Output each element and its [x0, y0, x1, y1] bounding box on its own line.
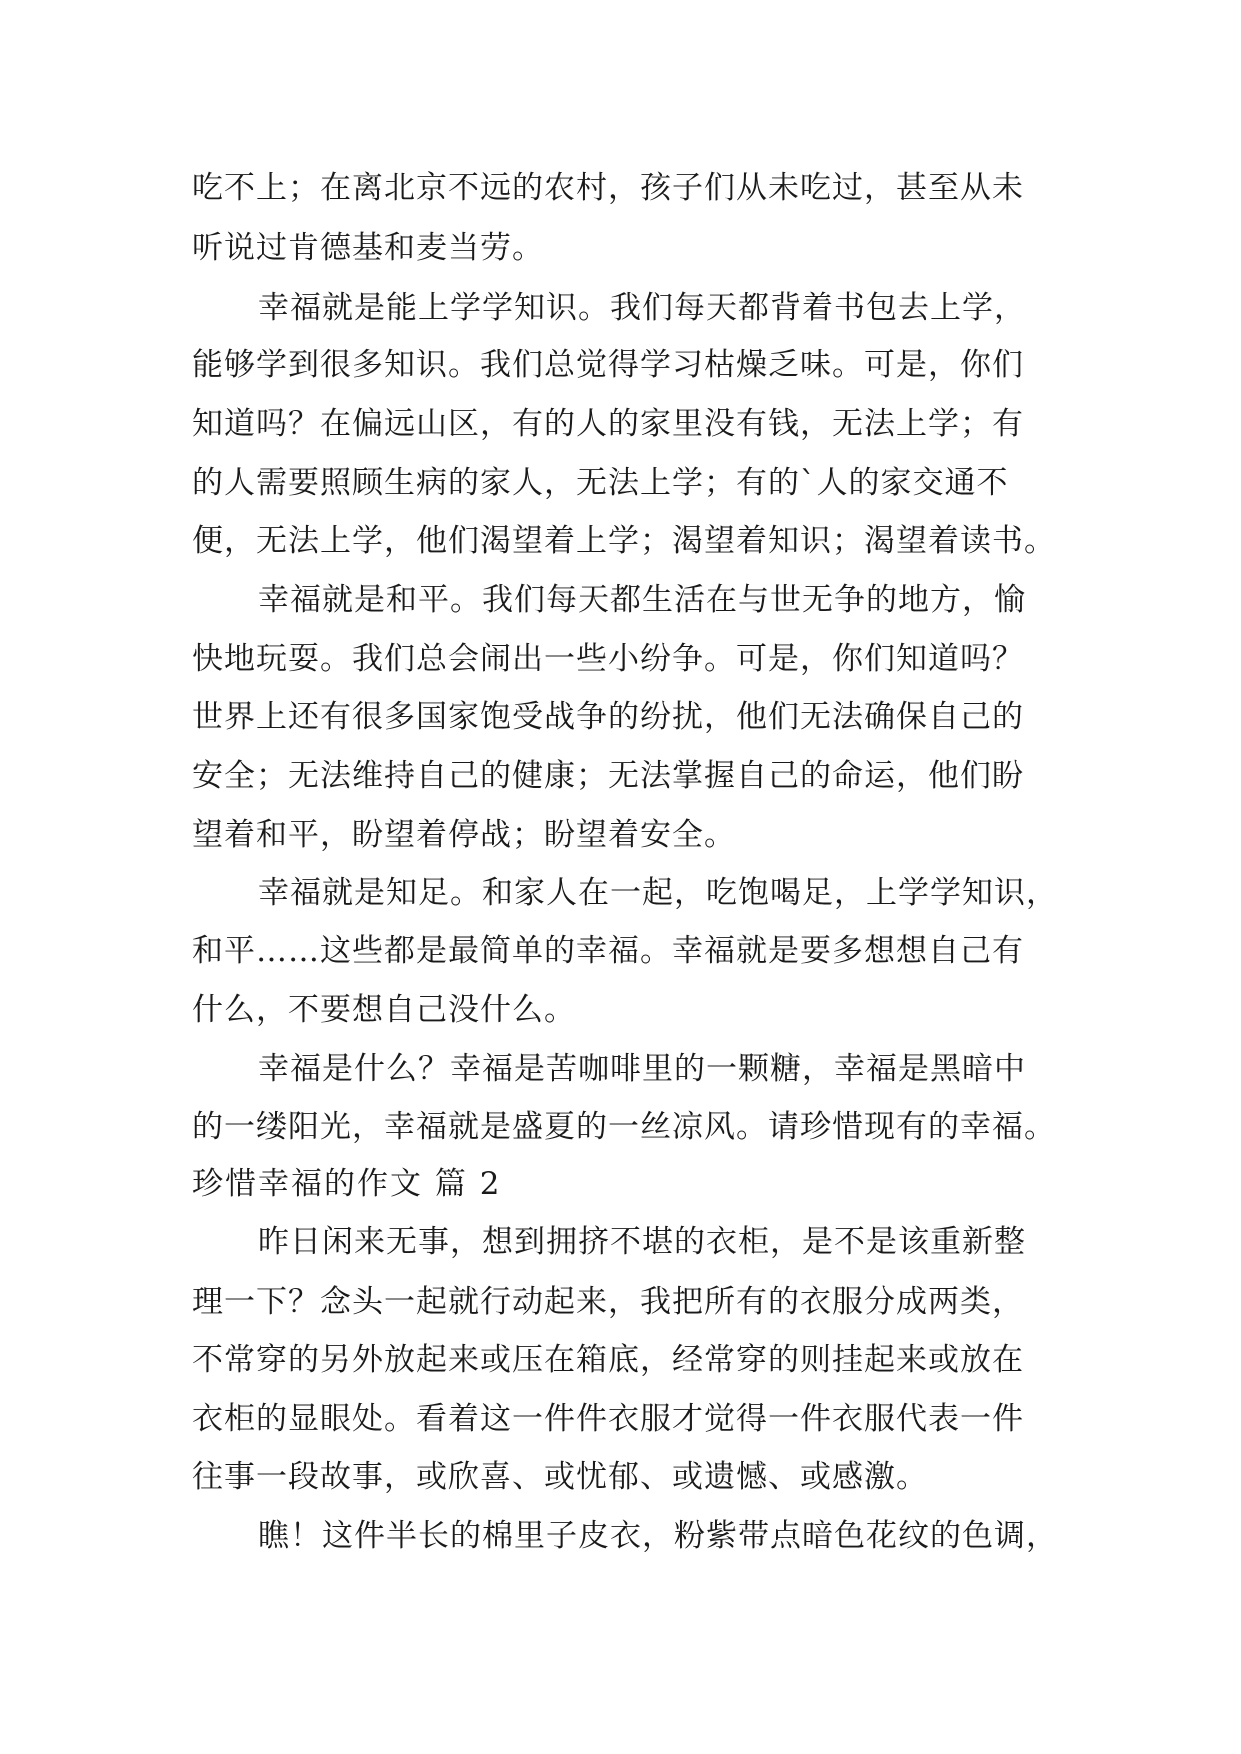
text-line: 世界上还有很多国家饱受战争的纷扰，他们无法确保自己的	[192, 699, 1024, 735]
text-line: 吃不上；在离北京不远的农村，孩子们从未吃过，甚至从未	[192, 170, 1024, 206]
text-line: 理一下？念头一起就行动起来，我把所有的衣服分成两类，	[192, 1284, 1024, 1320]
paragraph-first-line: 幸福就是和平。我们每天都生活在与世无争的地方，愉	[258, 582, 1026, 618]
paragraph-first-line: 幸福就是能上学学知识。我们每天都背着书包去上学，	[258, 290, 1026, 326]
text-line: 能够学到很多知识。我们总觉得学习枯燥乏味。可是，你们	[192, 347, 1024, 383]
text-line: 衣柜的显眼处。看着这一件件衣服才觉得一件衣服代表一件	[192, 1401, 1024, 1437]
text-line: 望着和平，盼望着停战；盼望着安全。	[192, 817, 736, 853]
text-line: 便，无法上学，他们渴望着上学；渴望着知识；渴望着读书。	[192, 523, 1056, 559]
text-line: 快地玩耍。我们总会闹出一些小纷争。可是，你们知道吗？	[192, 641, 1024, 677]
paragraph-first-line: 瞧！这件半长的棉里子皮衣，粉紫带点暗色花纹的色调，	[258, 1518, 1058, 1554]
section-heading: 珍惜幸福的作文 篇 2	[192, 1166, 502, 1202]
text-line: 的人需要照顾生病的家人，无法上学；有的`人的家交通不	[192, 465, 1009, 501]
text-line: 和平……这些都是最简单的幸福。幸福就是要多想想自己有	[192, 933, 1024, 969]
text-line: 往事一段故事，或欣喜、或忧郁、或遗憾、或感激。	[192, 1459, 928, 1495]
text-line: 听说过肯德基和麦当劳。	[192, 230, 544, 266]
text-line: 的一缕阳光，幸福就是盛夏的一丝凉风。请珍惜现有的幸福。	[192, 1109, 1056, 1145]
paragraph-first-line: 幸福是什么？幸福是苦咖啡里的一颗糖，幸福是黑暗中	[258, 1051, 1026, 1087]
text-line: 知道吗？在偏远山区，有的人的家里没有钱，无法上学；有	[192, 406, 1024, 442]
paragraph-first-line: 幸福就是知足。和家人在一起，吃饱喝足，上学学知识，	[258, 875, 1058, 911]
paragraph-first-line: 昨日闲来无事，想到拥挤不堪的衣柜，是不是该重新整	[258, 1224, 1026, 1260]
text-line: 安全；无法维持自己的健康；无法掌握自己的命运，他们盼	[192, 758, 1024, 794]
text-line: 不常穿的另外放起来或压在箱底，经常穿的则挂起来或放在	[192, 1342, 1024, 1378]
text-line: 什么，不要想自己没什么。	[192, 992, 576, 1028]
